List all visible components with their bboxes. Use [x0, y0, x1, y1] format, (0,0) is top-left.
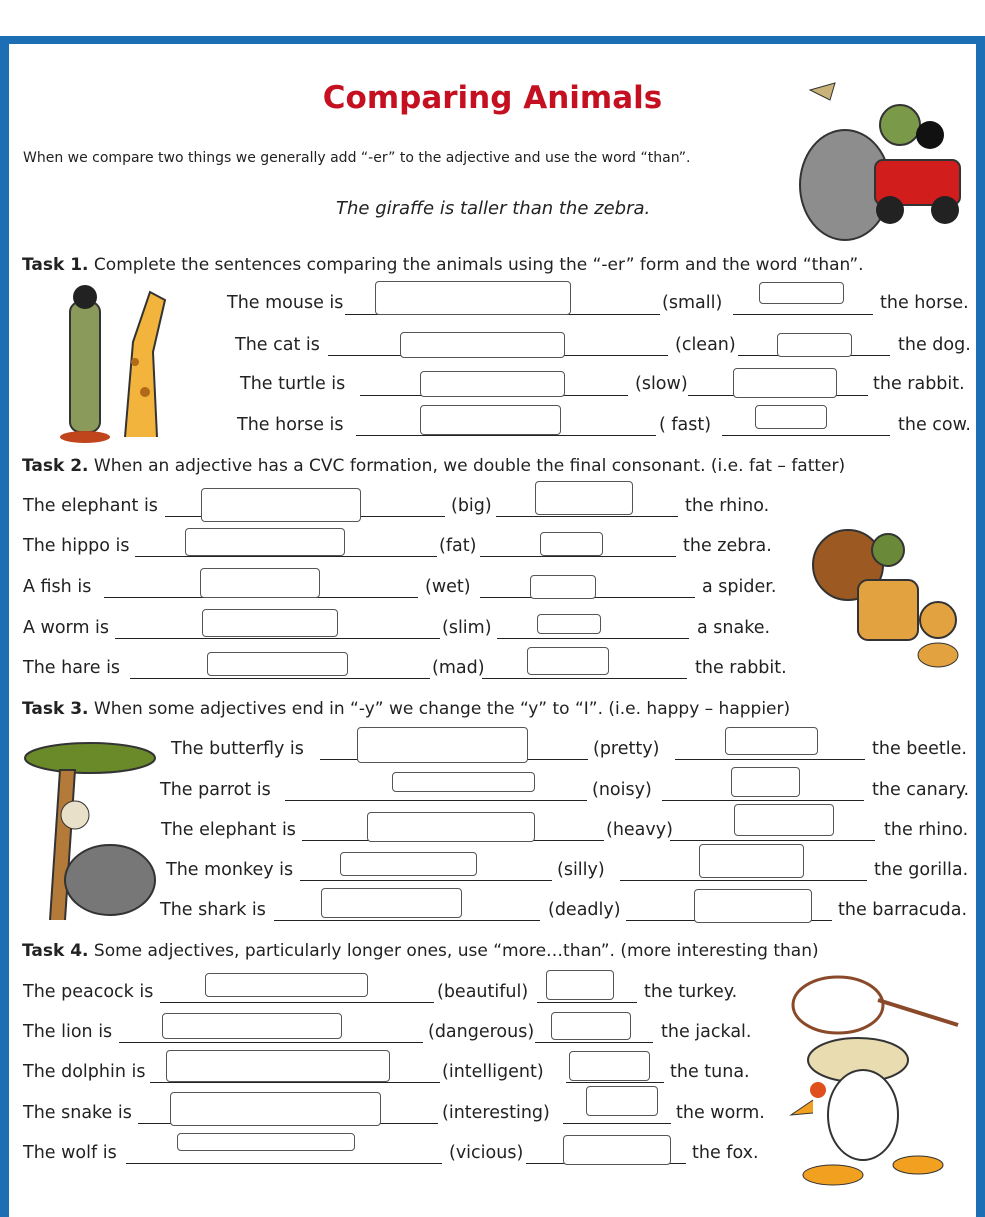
t2r4-line-2	[497, 638, 689, 639]
giraffe-characters-image	[55, 282, 175, 447]
t2r5-subject: The hare is	[23, 658, 121, 678]
task-4-number: Task 4.	[22, 941, 89, 961]
t3r3-answer-2[interactable]	[734, 804, 834, 836]
intro-text: When we compare two things we generally add “-er” to the adjective and use the word “than”.	[23, 150, 691, 166]
t2r3-answer-2[interactable]	[530, 575, 596, 599]
t4r2-answer-2[interactable]	[551, 1012, 631, 1040]
t2r4-answer-1[interactable]	[202, 609, 338, 637]
t1r4-line-2	[722, 435, 890, 436]
t2r3-answer-1[interactable]	[200, 568, 320, 598]
jeep-safari-image	[790, 75, 970, 250]
t4r2-line-2	[535, 1042, 653, 1043]
t2r3-subject: A fish is	[23, 577, 92, 597]
t4r5-answer-1[interactable]	[177, 1133, 355, 1151]
task-4-instruction: Some adjectives, particularly longer ones, use “more…than”. (more interesting than)	[93, 941, 819, 961]
t2r1-answer-2[interactable]	[535, 481, 633, 515]
t1r3-object: the rabbit.	[873, 374, 965, 394]
tree-rhino-image	[20, 740, 165, 925]
t1r2-subject: The cat is	[235, 335, 320, 355]
t3r4-answer-2[interactable]	[699, 844, 804, 878]
t3r3-subject: The elephant is	[161, 820, 296, 840]
t3r5-answer-1[interactable]	[321, 888, 462, 918]
t3r5-object: the barracuda.	[838, 900, 968, 920]
t1r1-object: the horse.	[880, 293, 969, 313]
t1r1-answer-2[interactable]	[759, 282, 844, 304]
t2r4-object: a snake.	[697, 618, 771, 638]
t2r4-subject: A worm is	[23, 618, 110, 638]
t2r4-adjective: (slim)	[442, 618, 492, 638]
task-3-number: Task 3.	[22, 699, 89, 719]
t3r1-answer-1[interactable]	[357, 727, 528, 763]
t3r5-line-1	[274, 920, 540, 921]
t4r1-adjective: (beautiful)	[437, 982, 529, 1002]
t2r4-answer-2[interactable]	[537, 614, 601, 634]
t4r3-line-1	[150, 1082, 440, 1083]
t3r4-line-1	[300, 880, 552, 881]
t2r5-adjective: (mad)	[432, 658, 485, 678]
t1r4-object: the cow.	[898, 415, 971, 435]
t2r4-line-1	[115, 638, 440, 639]
t4r2-answer-1[interactable]	[162, 1013, 342, 1039]
t4r2-object: the jackal.	[661, 1022, 752, 1042]
t4r4-subject: The snake is	[23, 1103, 132, 1123]
t4r1-answer-1[interactable]	[205, 973, 368, 997]
butterfly-net-duck-image	[783, 965, 968, 1195]
t3r1-object: the beetle.	[872, 739, 967, 759]
t3r2-line-2	[662, 800, 864, 801]
t3r3-answer-1[interactable]	[367, 812, 535, 842]
t4r3-answer-1[interactable]	[166, 1050, 390, 1082]
example-sentence: The giraffe is taller than the zebra.	[336, 198, 651, 219]
t2r1-object: the rhino.	[685, 496, 770, 516]
t2r1-adjective: (big)	[451, 496, 492, 516]
task-3-heading	[22, 699, 790, 719]
t4r5-answer-2[interactable]	[563, 1135, 671, 1165]
t3r2-adjective: (noisy)	[592, 780, 652, 800]
t4r4-line-2	[563, 1123, 671, 1124]
t3r5-subject: The shark is	[160, 900, 266, 920]
t4r4-answer-2[interactable]	[586, 1086, 658, 1116]
t3r5-adjective: (deadly)	[548, 900, 621, 920]
task-2-instruction: When an adjective has a CVC formation, we double the final consonant. (i.e. fat – fatter)	[93, 456, 846, 476]
t1r2-adjective: (clean)	[675, 335, 736, 355]
lion-goofy-image	[808, 520, 968, 670]
t1r4-subject: The horse is	[237, 415, 344, 435]
t1r4-answer-1[interactable]	[420, 405, 561, 435]
t4r2-line-1	[119, 1042, 423, 1043]
t3r2-object: the canary.	[872, 780, 970, 800]
t2r2-answer-1[interactable]	[185, 528, 345, 556]
t1r2-answer-1[interactable]	[400, 332, 565, 358]
t4r5-line-1	[126, 1163, 442, 1164]
t3r2-subject: The parrot is	[160, 780, 271, 800]
t3r4-adjective: (silly)	[557, 860, 605, 880]
t4r5-subject: The wolf is	[23, 1143, 117, 1163]
t4r3-adjective: (intelligent)	[442, 1062, 544, 1082]
t2r3-adjective: (wet)	[425, 577, 471, 597]
task-2-heading	[22, 456, 845, 476]
t2r1-subject: The elephant is	[23, 496, 158, 516]
t4r2-adjective: (dangerous)	[428, 1022, 535, 1042]
t3r2-answer-1[interactable]	[392, 772, 535, 792]
t3r4-line-2	[620, 880, 867, 881]
t1r4-line-1	[356, 435, 656, 436]
t2r5-line-1	[130, 678, 430, 679]
task-4-heading	[22, 941, 819, 961]
t4r2-subject: The lion is	[23, 1022, 113, 1042]
t1r1-line-2	[733, 314, 873, 315]
t1r4-answer-2[interactable]	[755, 405, 827, 429]
t1r4-adjective: ( fast)	[659, 415, 712, 435]
t2r1-line-2	[496, 516, 678, 517]
t4r3-subject: The dolphin is	[23, 1062, 146, 1082]
t4r3-answer-2[interactable]	[569, 1051, 650, 1081]
t1r1-answer-1[interactable]	[375, 281, 571, 315]
t4r1-line-1	[160, 1002, 434, 1003]
t4r5-adjective: (vicious)	[449, 1143, 524, 1163]
t3r4-answer-1[interactable]	[340, 852, 477, 876]
t4r3-object: the tuna.	[670, 1062, 750, 1082]
t3r3-adjective: (heavy)	[606, 820, 673, 840]
t4r3-line-2	[566, 1082, 664, 1083]
task-1-number: Task 1.	[22, 255, 89, 275]
task-1-heading	[22, 255, 864, 275]
t1r2-answer-2[interactable]	[777, 333, 852, 357]
t1r2-object: the dog.	[898, 335, 971, 355]
t4r4-adjective: (interesting)	[442, 1103, 550, 1123]
t1r3-answer-2[interactable]	[733, 368, 837, 398]
t2r5-object: the rabbit.	[695, 658, 787, 678]
t1r1-adjective: (small)	[662, 293, 723, 313]
t1r3-answer-1[interactable]	[420, 371, 565, 397]
t2r2-adjective: (fat)	[439, 536, 477, 556]
t2r3-object: a spider.	[702, 577, 777, 597]
t4r4-answer-1[interactable]	[170, 1092, 381, 1126]
t3r4-object: the gorilla.	[874, 860, 969, 880]
t3r5-answer-2[interactable]	[694, 889, 812, 923]
t1r3-adjective: (slow)	[635, 374, 688, 394]
t2r2-line-2	[480, 556, 676, 557]
t2r2-line-1	[135, 556, 437, 557]
t3r4-subject: The monkey is	[166, 860, 294, 880]
t1r1-subject: The mouse is	[227, 293, 344, 313]
t4r1-line-2	[537, 1002, 637, 1003]
t3r2-line-1	[285, 800, 587, 801]
t4r1-subject: The peacock is	[23, 982, 154, 1002]
t3r2-answer-2[interactable]	[731, 767, 800, 797]
t1r3-subject: The turtle is	[240, 374, 346, 394]
t2r1-answer-1[interactable]	[201, 488, 361, 522]
t3r1-subject: The butterfly is	[171, 739, 304, 759]
t2r5-answer-1[interactable]	[207, 652, 348, 676]
t3r1-line-2	[675, 759, 865, 760]
t2r5-line-2	[482, 678, 687, 679]
t2r2-answer-2[interactable]	[540, 532, 603, 556]
t3r3-line-2	[670, 840, 875, 841]
t4r1-object: the turkey.	[644, 982, 738, 1002]
t2r2-object: the zebra.	[683, 536, 772, 556]
task-3-instruction: When some adjectives end in “-y” we change the “y” to “I”. (i.e. happy – happier)	[93, 699, 791, 719]
t3r3-object: the rhino.	[884, 820, 969, 840]
t4r5-object: the fox.	[692, 1143, 759, 1163]
t4r4-object: the worm.	[676, 1103, 765, 1123]
t2r2-subject: The hippo is	[23, 536, 130, 556]
task-2-number: Task 2.	[22, 456, 89, 476]
t4r1-answer-2[interactable]	[546, 970, 614, 1000]
task-1-instruction: Complete the sentences comparing the animals using the “-er” form and the word “than”.	[93, 255, 864, 275]
page-title: Comparing Animals	[322, 80, 663, 116]
t3r1-adjective: (pretty)	[593, 739, 660, 759]
t2r5-answer-2[interactable]	[527, 647, 609, 675]
t3r1-answer-2[interactable]	[725, 727, 818, 755]
